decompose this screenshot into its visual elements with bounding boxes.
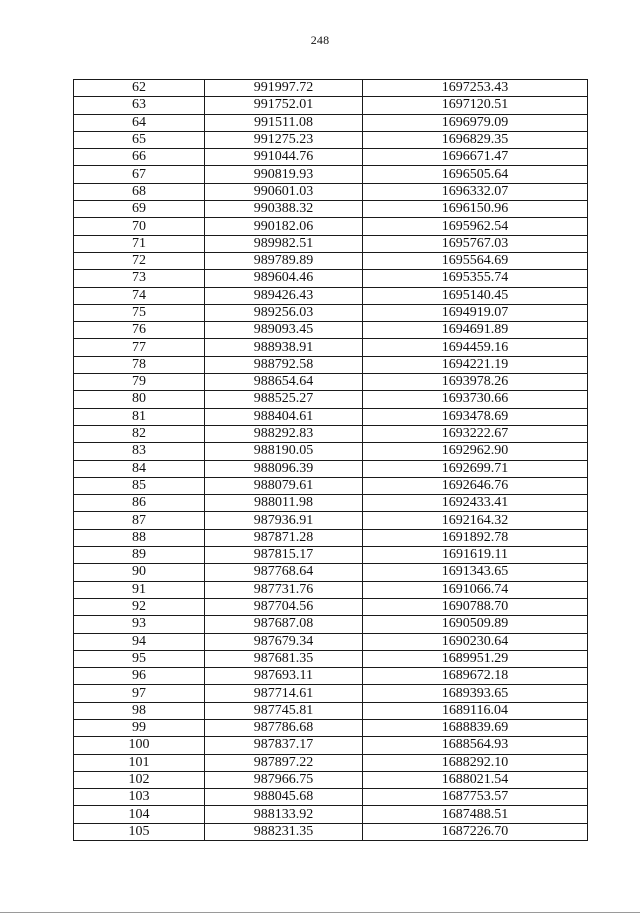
- point-number-cell: 104: [74, 806, 205, 823]
- y-coordinate-cell: 1690509.89: [363, 616, 588, 633]
- point-number-cell: 105: [74, 823, 205, 840]
- x-coordinate-cell: 990388.32: [205, 201, 363, 218]
- y-coordinate-cell: 1691066.74: [363, 581, 588, 598]
- x-coordinate-cell: 989426.43: [205, 287, 363, 304]
- table-row: [74, 408, 588, 425]
- table-row: [74, 201, 588, 218]
- y-coordinate-cell: 1689116.04: [363, 702, 588, 719]
- table-row: [74, 598, 588, 615]
- y-coordinate-cell: 1694919.07: [363, 304, 588, 321]
- x-coordinate-cell: 989093.45: [205, 322, 363, 339]
- table-row: [74, 668, 588, 685]
- y-coordinate-cell: 1695140.45: [363, 287, 588, 304]
- point-number-cell: 64: [74, 114, 205, 131]
- y-coordinate-cell: 1688292.10: [363, 754, 588, 771]
- point-number-cell: 68: [74, 183, 205, 200]
- y-coordinate-cell: 1689951.29: [363, 650, 588, 667]
- x-coordinate-cell: 991275.23: [205, 131, 363, 148]
- x-coordinate-cell: 987714.61: [205, 685, 363, 702]
- y-coordinate-cell: 1694691.89: [363, 322, 588, 339]
- x-coordinate-cell: 987966.75: [205, 771, 363, 788]
- table-row: [74, 512, 588, 529]
- table-row: [74, 737, 588, 754]
- point-number-cell: 74: [74, 287, 205, 304]
- point-number-cell: 66: [74, 149, 205, 166]
- point-number-cell: 69: [74, 201, 205, 218]
- point-number-cell: 63: [74, 97, 205, 114]
- x-coordinate-cell: 989604.46: [205, 270, 363, 287]
- coordinates-table: [73, 79, 588, 841]
- y-coordinate-cell: 1691619.11: [363, 547, 588, 564]
- point-number-cell: 78: [74, 356, 205, 373]
- y-coordinate-cell: 1689393.65: [363, 685, 588, 702]
- table-row: [74, 166, 588, 183]
- table-row: [74, 616, 588, 633]
- point-number-cell: 89: [74, 547, 205, 564]
- x-coordinate-cell: 987837.17: [205, 737, 363, 754]
- x-coordinate-cell: 990819.93: [205, 166, 363, 183]
- y-coordinate-cell: 1696829.35: [363, 131, 588, 148]
- table-row: [74, 823, 588, 840]
- table-row: [74, 633, 588, 650]
- table-row: [74, 270, 588, 287]
- table-row: [74, 425, 588, 442]
- y-coordinate-cell: 1692962.90: [363, 443, 588, 460]
- y-coordinate-cell: 1692433.41: [363, 495, 588, 512]
- table-row: [74, 304, 588, 321]
- table-row: [74, 339, 588, 356]
- point-number-cell: 96: [74, 668, 205, 685]
- point-number-cell: 91: [74, 581, 205, 598]
- x-coordinate-cell: 991752.01: [205, 97, 363, 114]
- y-coordinate-cell: 1696505.64: [363, 166, 588, 183]
- table-row: [74, 685, 588, 702]
- point-number-cell: 77: [74, 339, 205, 356]
- point-number-cell: 90: [74, 564, 205, 581]
- x-coordinate-cell: 991997.72: [205, 80, 363, 97]
- point-number-cell: 87: [74, 512, 205, 529]
- point-number-cell: 103: [74, 789, 205, 806]
- point-number-cell: 98: [74, 702, 205, 719]
- x-coordinate-cell: 989982.51: [205, 235, 363, 252]
- table-row: [74, 356, 588, 373]
- table-row: [74, 547, 588, 564]
- x-coordinate-cell: 988404.61: [205, 408, 363, 425]
- y-coordinate-cell: 1687488.51: [363, 806, 588, 823]
- point-number-cell: 97: [74, 685, 205, 702]
- table-row: [74, 789, 588, 806]
- table-row: [74, 443, 588, 460]
- x-coordinate-cell: 987679.34: [205, 633, 363, 650]
- table-row: [74, 131, 588, 148]
- y-coordinate-cell: 1690788.70: [363, 598, 588, 615]
- table-row: [74, 495, 588, 512]
- point-number-cell: 79: [74, 374, 205, 391]
- point-number-cell: 99: [74, 719, 205, 736]
- table-row: [74, 477, 588, 494]
- x-coordinate-cell: 990182.06: [205, 218, 363, 235]
- x-coordinate-cell: 988079.61: [205, 477, 363, 494]
- y-coordinate-cell: 1689672.18: [363, 668, 588, 685]
- table-row: [74, 529, 588, 546]
- point-number-cell: 93: [74, 616, 205, 633]
- x-coordinate-cell: 989789.89: [205, 252, 363, 269]
- point-number-cell: 81: [74, 408, 205, 425]
- y-coordinate-cell: 1696332.07: [363, 183, 588, 200]
- table-row: [74, 252, 588, 269]
- x-coordinate-cell: 987897.22: [205, 754, 363, 771]
- point-number-cell: 72: [74, 252, 205, 269]
- x-coordinate-cell: 987693.11: [205, 668, 363, 685]
- table-row: [74, 149, 588, 166]
- x-coordinate-cell: 988190.05: [205, 443, 363, 460]
- point-number-cell: 80: [74, 391, 205, 408]
- x-coordinate-cell: 988938.91: [205, 339, 363, 356]
- x-coordinate-cell: 988292.83: [205, 425, 363, 442]
- y-coordinate-cell: 1688839.69: [363, 719, 588, 736]
- x-coordinate-cell: 987745.81: [205, 702, 363, 719]
- x-coordinate-cell: 988231.35: [205, 823, 363, 840]
- table-row: [74, 183, 588, 200]
- x-coordinate-cell: 988045.68: [205, 789, 363, 806]
- y-coordinate-cell: 1693478.69: [363, 408, 588, 425]
- x-coordinate-cell: 988792.58: [205, 356, 363, 373]
- x-coordinate-cell: 988133.92: [205, 806, 363, 823]
- table-row: [74, 806, 588, 823]
- point-number-cell: 92: [74, 598, 205, 615]
- table-row: [74, 114, 588, 131]
- point-number-cell: 83: [74, 443, 205, 460]
- y-coordinate-cell: 1696979.09: [363, 114, 588, 131]
- table-row: [74, 235, 588, 252]
- table-row: [74, 391, 588, 408]
- y-coordinate-cell: 1695564.69: [363, 252, 588, 269]
- x-coordinate-cell: 990601.03: [205, 183, 363, 200]
- y-coordinate-cell: 1695962.54: [363, 218, 588, 235]
- page-number: 248: [310, 33, 330, 47]
- point-number-cell: 65: [74, 131, 205, 148]
- table-row: [74, 702, 588, 719]
- table-row: [74, 581, 588, 598]
- bottom-rule: [0, 912, 640, 913]
- x-coordinate-cell: 988096.39: [205, 460, 363, 477]
- table-row: [74, 80, 588, 97]
- y-coordinate-cell: 1690230.64: [363, 633, 588, 650]
- point-number-cell: 67: [74, 166, 205, 183]
- table-row: [74, 754, 588, 771]
- x-coordinate-cell: 988654.64: [205, 374, 363, 391]
- x-coordinate-cell: 991511.08: [205, 114, 363, 131]
- point-number-cell: 84: [74, 460, 205, 477]
- y-coordinate-cell: 1693978.26: [363, 374, 588, 391]
- x-coordinate-cell: 987936.91: [205, 512, 363, 529]
- table-row: [74, 287, 588, 304]
- y-coordinate-cell: 1696150.96: [363, 201, 588, 218]
- y-coordinate-cell: 1687226.70: [363, 823, 588, 840]
- x-coordinate-cell: 988525.27: [205, 391, 363, 408]
- y-coordinate-cell: 1696671.47: [363, 149, 588, 166]
- table-row: [74, 374, 588, 391]
- y-coordinate-cell: 1692646.76: [363, 477, 588, 494]
- y-coordinate-cell: 1688021.54: [363, 771, 588, 788]
- point-number-cell: 102: [74, 771, 205, 788]
- point-number-cell: 100: [74, 737, 205, 754]
- y-coordinate-cell: 1695355.74: [363, 270, 588, 287]
- point-number-cell: 82: [74, 425, 205, 442]
- coordinates-table-body: [74, 80, 588, 841]
- y-coordinate-cell: 1697120.51: [363, 97, 588, 114]
- point-number-cell: 85: [74, 477, 205, 494]
- point-number-cell: 95: [74, 650, 205, 667]
- x-coordinate-cell: 987815.17: [205, 547, 363, 564]
- x-coordinate-cell: 987786.68: [205, 719, 363, 736]
- table-row: [74, 322, 588, 339]
- point-number-cell: 76: [74, 322, 205, 339]
- table-row: [74, 460, 588, 477]
- point-number-cell: 70: [74, 218, 205, 235]
- y-coordinate-cell: 1693730.66: [363, 391, 588, 408]
- table-row: [74, 218, 588, 235]
- x-coordinate-cell: 991044.76: [205, 149, 363, 166]
- y-coordinate-cell: 1691343.65: [363, 564, 588, 581]
- x-coordinate-cell: 987704.56: [205, 598, 363, 615]
- y-coordinate-cell: 1688564.93: [363, 737, 588, 754]
- x-coordinate-cell: 987768.64: [205, 564, 363, 581]
- y-coordinate-cell: 1697253.43: [363, 80, 588, 97]
- point-number-cell: 62: [74, 80, 205, 97]
- point-number-cell: 75: [74, 304, 205, 321]
- point-number-cell: 94: [74, 633, 205, 650]
- y-coordinate-cell: 1692164.32: [363, 512, 588, 529]
- x-coordinate-cell: 987731.76: [205, 581, 363, 598]
- y-coordinate-cell: 1695767.03: [363, 235, 588, 252]
- y-coordinate-cell: 1691892.78: [363, 529, 588, 546]
- table-row: [74, 771, 588, 788]
- y-coordinate-cell: 1693222.67: [363, 425, 588, 442]
- point-number-cell: 101: [74, 754, 205, 771]
- point-number-cell: 86: [74, 495, 205, 512]
- point-number-cell: 73: [74, 270, 205, 287]
- x-coordinate-cell: 988011.98: [205, 495, 363, 512]
- y-coordinate-cell: 1692699.71: [363, 460, 588, 477]
- table-row: [74, 650, 588, 667]
- x-coordinate-cell: 989256.03: [205, 304, 363, 321]
- x-coordinate-cell: 987681.35: [205, 650, 363, 667]
- table-row: [74, 719, 588, 736]
- table-row: [74, 97, 588, 114]
- y-coordinate-cell: 1694459.16: [363, 339, 588, 356]
- x-coordinate-cell: 987871.28: [205, 529, 363, 546]
- y-coordinate-cell: 1687753.57: [363, 789, 588, 806]
- point-number-cell: 88: [74, 529, 205, 546]
- point-number-cell: 71: [74, 235, 205, 252]
- table-row: [74, 564, 588, 581]
- y-coordinate-cell: 1694221.19: [363, 356, 588, 373]
- x-coordinate-cell: 987687.08: [205, 616, 363, 633]
